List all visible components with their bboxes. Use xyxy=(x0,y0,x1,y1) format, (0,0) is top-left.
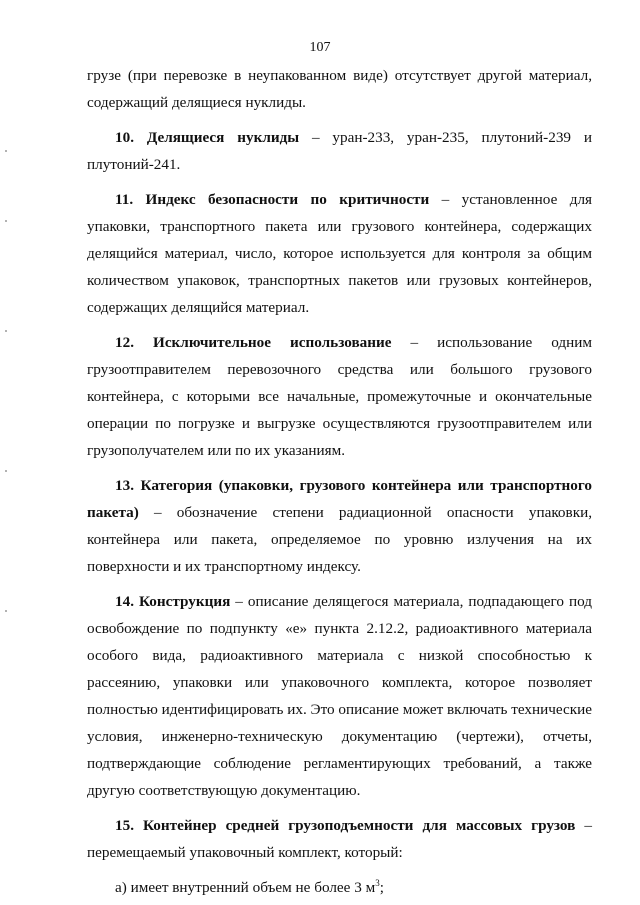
page-number: 107 xyxy=(309,40,331,55)
definition-text: – обозначение степени радиационной опасности упаковки, контейнера или пакета, определяемое по уровню излучения на их поверхности и их транспортному индексу. xyxy=(87,504,592,575)
margin-mark xyxy=(5,150,7,152)
definition-term: 14. Конструкция xyxy=(115,593,231,610)
list-item-a xyxy=(87,874,592,901)
definition-text: – установленное для упаковки, транспортного пакета или грузового контейнера, содержащих делящийся материал, число, которое используется для контроля за общим количеством упаковок, транспортных пакетов или грузовых контейнеров, содержащих делящийся материал. xyxy=(87,191,593,316)
definition-13 xyxy=(87,472,592,580)
definition-term: 10. Делящиеся нуклиды xyxy=(115,129,300,146)
definition-text: – перемещаемый упаковочный комплект, который: xyxy=(87,817,592,861)
definition-term: 11. Индекс безопасности по критичности xyxy=(115,191,430,208)
list-item-tail: ; xyxy=(379,879,384,896)
margin-mark xyxy=(5,330,7,332)
definition-term: 15. Контейнер средней грузоподъемности для массовых грузов xyxy=(115,817,576,834)
list-item-text: а) имеет внутренний объем не более 3 м xyxy=(115,879,376,896)
definition-text: – уран-233, уран-235, плутоний-239 и плутоний-241. xyxy=(87,129,592,173)
definition-term: 13. Категория (упаковки, грузового контейнера или транспортного пакета) xyxy=(87,477,592,521)
superscript: 3 xyxy=(375,877,380,888)
document-body xyxy=(87,62,592,901)
definition-text: – описание делящегося материала, подпадающего под освобождение по подпункту «е» пункта 2.12.2, радиоактивного материала особого вида, радиоактивного материала с низкой способностью к рассеянию, упаковки или упаковочного комплекта, которое позволяет полностью идентифицировать их. Это описание может включать технические условия, инженерно-техническую документацию (чертежи), отчеты, подтверждающие соблюдение регламентирующих требований, а также другую соответствующую документацию. xyxy=(87,593,593,799)
definition-15 xyxy=(87,812,592,866)
definition-14 xyxy=(87,588,592,804)
definition-11 xyxy=(87,186,592,321)
definition-term: 12. Исключительное использование xyxy=(115,334,392,351)
definition-12 xyxy=(87,329,592,464)
margin-mark xyxy=(5,470,7,472)
paragraph-intro: грузе (при перевозке в неупакованном виде) отсутствует другой материал, содержащий делящиеся нуклиды. xyxy=(87,67,592,111)
margin-mark xyxy=(5,610,7,612)
margin-mark xyxy=(5,220,7,222)
definition-text: – использование одним грузоотправителем перевозочного средства или большого грузового контейнера, с которыми все начальные, промежуточные и окончательные операции по погрузке и выгрузке осуществляются грузоотправителем или грузополучателем или по их указаниям. xyxy=(87,334,592,459)
definition-10 xyxy=(87,124,592,178)
